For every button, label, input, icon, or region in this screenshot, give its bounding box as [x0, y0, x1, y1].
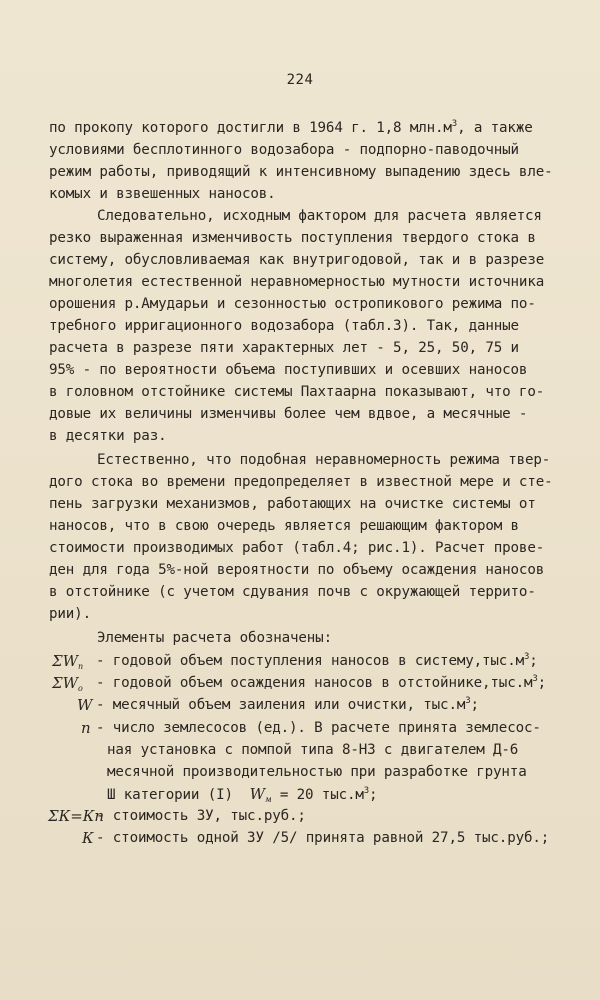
paragraph-1-line-4: комых и взвешенных наносов. — [49, 186, 276, 202]
symbol-n-dredgers: n — [81, 719, 91, 737]
paragraph-2-line-1: Следовательно, исходным фактором для расчета является — [97, 208, 542, 224]
definition-dredgers: - число землесосов (ед.). В расчете принята землесос- — [96, 720, 541, 736]
paragraph-2-line-9: в головном отстойнике системы Пахтаарна показывают, что го- — [49, 384, 545, 400]
symbol-w-monthly: W — [77, 696, 93, 714]
symbol-sum-k-total: ΣК=Кn — [48, 807, 105, 825]
page-number: 224 — [286, 72, 314, 88]
definition-dredgers-line-3: месячной производительностью при разработке грунта — [107, 764, 527, 780]
definition-monthly: - месячный объем заиления или очистки, $тыс.м^3$; — [96, 696, 479, 713]
symbol-k-unit: К — [82, 829, 94, 847]
symbol-sum-w-settling: $\Sigma W_о$ — [52, 674, 83, 693]
elements-heading: Элементы расчета обозначены: — [97, 630, 332, 646]
paragraph-3-line-8: рии). — [49, 606, 91, 622]
paragraph-3-line-7: в отстойнике (с учетом сдувания почв с окружающей террито- — [49, 584, 536, 600]
definition-cost-total: - стоимость ЗУ, тыс.руб.; — [96, 808, 306, 824]
paragraph-2-line-7: расчета в разрезе пяти характерных лет - 5, 25, 50, 75 и — [49, 340, 519, 356]
paragraph-3-line-4: наносов, что в свою очередь является решающим фактором в — [49, 518, 519, 534]
symbol-sum-w-inflow: $\Sigma W_п$ — [52, 652, 84, 671]
paragraph-3-line-5: стоимости производимых работ (табл.4; рис.1). Расчет прове- — [49, 540, 545, 556]
paragraph-3-line-6: ден для года 5%-ной вероятности по объему осаждения наносов — [49, 562, 545, 578]
definition-dredgers-line-4: Ш категории (I) $W_м = 20$ $тыс.м^3$; — [107, 785, 378, 804]
paragraph-2-line-6: требного ирригационного водозабора (табл.3). Так, данные — [49, 318, 519, 334]
symbol-w-m: $W_м$ — [249, 785, 272, 804]
paragraph-2-line-4: многолетия естественной неравномерностью мутности источника — [49, 274, 545, 290]
paragraph-2-line-11: в десятки раз. — [49, 428, 167, 444]
paragraph-2-line-10: довые их величины изменчивы более чем вдвое, а месячные - — [49, 406, 528, 422]
definition-dredgers-line-2: ная установка с помпой типа 8-НЗ с двигателем Д-6 — [107, 742, 519, 758]
definition-settling: - годовой объем осаждения наносов в $отстойнике,тыс.м^3$; — [96, 674, 547, 691]
definition-cost-unit: - стоимость одной ЗУ /5/ принята равной 27,5 тыс.руб.; — [96, 830, 550, 846]
paragraph-1-line-2: условиями бесплотинного водозабора - подпорно-паводочный — [49, 142, 519, 158]
paragraph-3-line-3: пень загрузки механизмов, работающих на очистке системы от — [49, 496, 536, 512]
paragraph-2-line-8: 95% - по вероятности объема поступивших и осевших наносов — [49, 362, 528, 378]
definition-inflow: - годовой объем поступления наносов в $систему,тыс.м^3$; — [96, 652, 538, 669]
paragraph-1-line-3: режим работы, приводящий к интенсивному выпадению здесь вле- — [49, 164, 553, 180]
paragraph-3-line-1: Естественно, что подобная неравномерность режима твер- — [97, 452, 551, 468]
paragraph-2-line-5: орошения р.Амударьи и сезонностью остропикового режима по- — [49, 296, 536, 312]
paragraph-3-line-2: дого стока во времени предопределяет в известной мере и сте- — [49, 474, 553, 490]
paragraph-2-line-3: систему, обусловливаемая как внутригодовой, так и в разрезе — [49, 252, 545, 268]
paragraph-2-line-2: резко выраженная изменчивость поступления твердого стока в — [49, 230, 536, 246]
paragraph-1-line-1: по прокопу которого достигли в 1964 г. 1,8 $млн.м^3$, а также — [49, 119, 533, 136]
